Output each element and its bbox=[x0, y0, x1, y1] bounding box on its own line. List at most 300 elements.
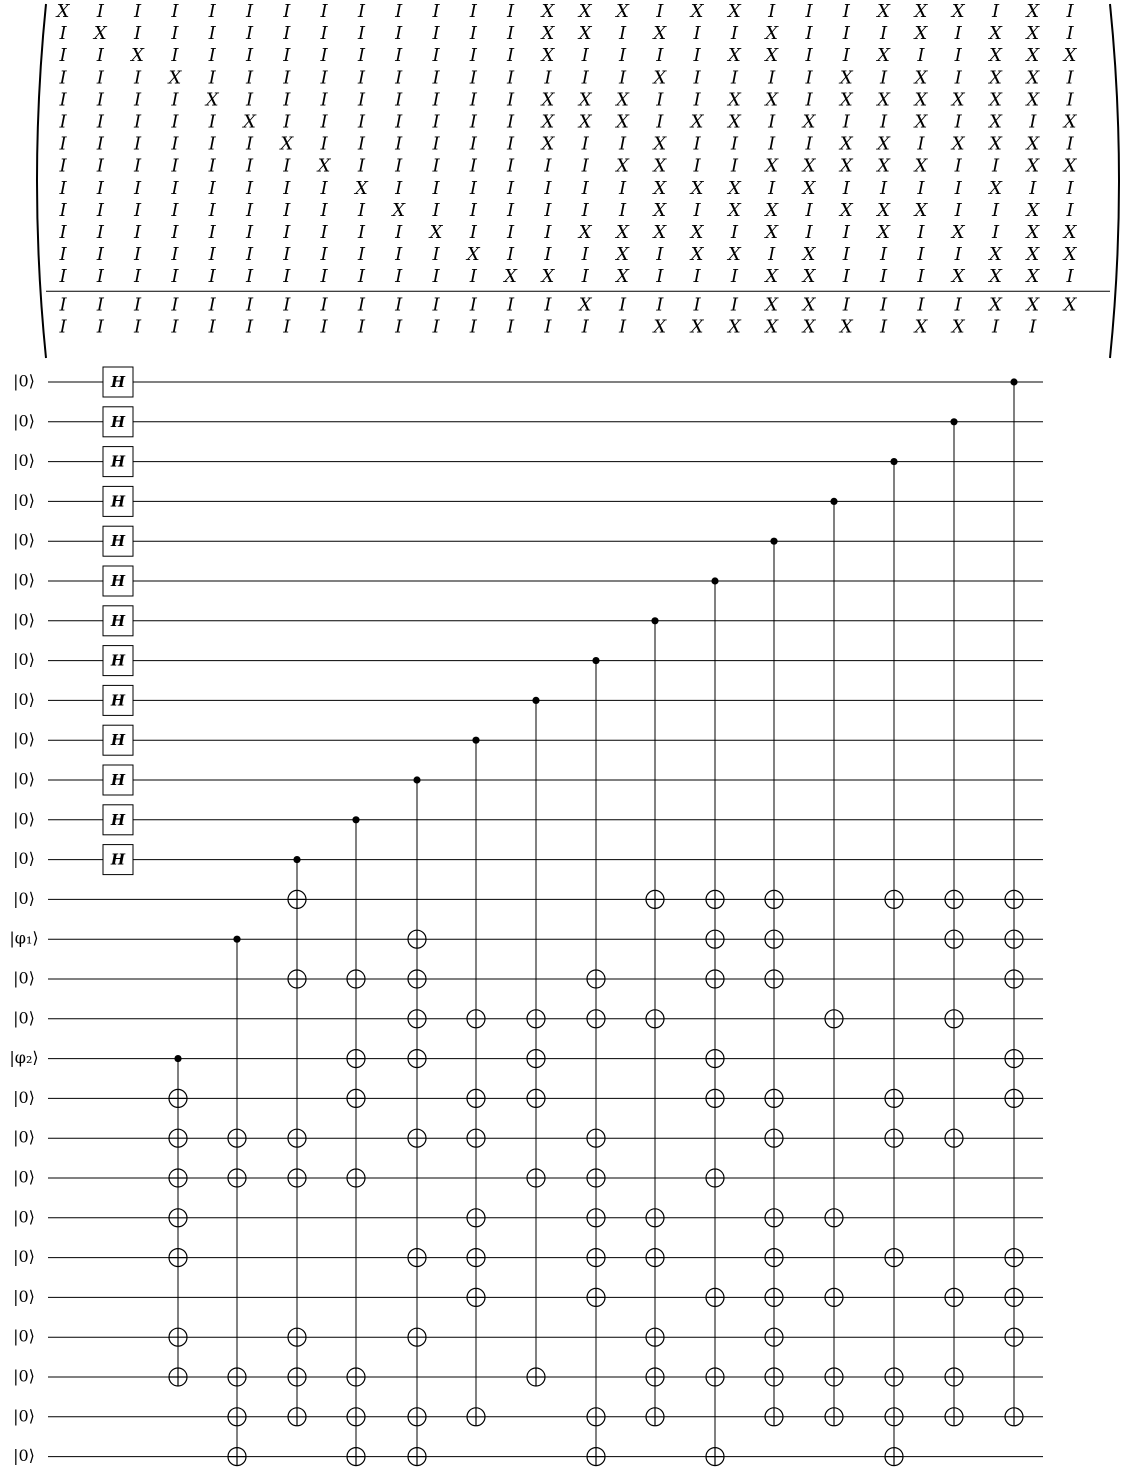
qubit-label: |0⟩ bbox=[13, 1127, 35, 1147]
matrix-entry: X bbox=[1026, 89, 1040, 111]
matrix-entry: I bbox=[768, 1, 776, 22]
matrix-entry: X bbox=[205, 89, 219, 111]
matrix-entry: I bbox=[134, 111, 142, 133]
matrix-entry: I bbox=[96, 155, 104, 177]
matrix-entry: X bbox=[765, 199, 779, 221]
matrix-entry: I bbox=[432, 23, 440, 45]
matrix-entry: X bbox=[1026, 1, 1040, 22]
stabilizer-row bbox=[58, 222, 1077, 243]
hadamard-label: H bbox=[110, 651, 126, 670]
matrix-entry: I bbox=[245, 67, 254, 89]
matrix-entry: I bbox=[134, 155, 142, 177]
target-oplus bbox=[288, 890, 306, 908]
matrix-entry: I bbox=[768, 67, 776, 89]
matrix-entry: X bbox=[951, 89, 965, 111]
matrix-entry: I bbox=[544, 316, 552, 338]
target-oplus bbox=[825, 1209, 843, 1227]
hadamard-gate bbox=[103, 725, 133, 755]
matrix-entry: I bbox=[805, 199, 813, 221]
matrix-entry: I bbox=[730, 67, 738, 89]
target-oplus bbox=[347, 1050, 365, 1068]
target-oplus bbox=[288, 1328, 306, 1346]
control-dot bbox=[592, 657, 599, 664]
matrix-entry: I bbox=[469, 67, 477, 89]
target-oplus bbox=[228, 1448, 246, 1466]
qubit-label: |0⟩ bbox=[13, 570, 35, 590]
matrix-entry: I bbox=[96, 266, 104, 288]
control-dot bbox=[770, 538, 777, 545]
matrix-entry: I bbox=[59, 45, 67, 67]
qubit-label: |0⟩ bbox=[13, 729, 35, 749]
hadamard-label: H bbox=[110, 373, 126, 391]
matrix-entry: X bbox=[914, 199, 928, 221]
hadamard-label: H bbox=[110, 611, 126, 630]
matrix-entry: I bbox=[432, 266, 440, 288]
matrix-entry: I bbox=[656, 111, 664, 133]
matrix-entry: I bbox=[320, 45, 328, 67]
target-oplus bbox=[347, 1169, 365, 1187]
matrix-entry: I bbox=[357, 294, 365, 316]
matrix-entry: I bbox=[507, 244, 515, 266]
qubit-label: |0⟩ bbox=[13, 530, 35, 550]
stabilizer-row bbox=[58, 67, 1074, 88]
target-oplus bbox=[765, 1129, 783, 1147]
matrix-entry: I bbox=[59, 316, 67, 338]
matrix-entry: I bbox=[432, 244, 440, 266]
matrix-entry: X bbox=[168, 67, 182, 89]
matrix-entry: I bbox=[208, 316, 216, 338]
target-oplus bbox=[408, 1408, 426, 1426]
target-oplus bbox=[467, 1129, 485, 1147]
matrix-entry: I bbox=[917, 266, 925, 288]
matrix-entry: I bbox=[134, 67, 142, 89]
target-oplus bbox=[347, 1408, 365, 1426]
target-oplus bbox=[825, 1408, 843, 1426]
matrix-entry: X bbox=[989, 45, 1002, 67]
matrix-entry: I bbox=[954, 177, 962, 199]
matrix-entry: X bbox=[951, 1, 965, 22]
logical-row bbox=[58, 316, 1037, 337]
matrix-entry: X bbox=[989, 67, 1002, 89]
matrix-entry: X bbox=[839, 199, 853, 221]
matrix-entry: X bbox=[578, 1, 592, 22]
matrix-entry: I bbox=[320, 133, 328, 155]
matrix-entry: I bbox=[283, 294, 291, 316]
matrix-entry: I bbox=[693, 23, 701, 45]
stabilizer-row bbox=[55, 1, 1075, 22]
matrix-entry: I bbox=[245, 222, 254, 243]
matrix-entry: X bbox=[578, 222, 592, 243]
matrix-entry: I bbox=[357, 89, 365, 111]
hadamard-label: H bbox=[110, 850, 126, 869]
target-oplus bbox=[885, 1129, 903, 1147]
matrix-entry: I bbox=[693, 45, 701, 67]
matrix-entry: I bbox=[171, 45, 179, 67]
hadamard-label: H bbox=[110, 452, 126, 471]
matrix-entry: X bbox=[690, 111, 704, 133]
matrix-entry: I bbox=[544, 294, 552, 316]
qubit-label: |φ₁⟩ bbox=[9, 928, 39, 948]
matrix-entry: I bbox=[59, 244, 67, 266]
qubit-label: |0⟩ bbox=[13, 490, 35, 510]
matrix-entry: I bbox=[432, 111, 440, 133]
matrix-entry: I bbox=[842, 45, 850, 67]
matrix-entry: X bbox=[392, 199, 406, 221]
matrix-entry: I bbox=[96, 67, 104, 89]
matrix-entry: I bbox=[693, 266, 701, 288]
target-oplus bbox=[1005, 1408, 1023, 1426]
qubit-label: |0⟩ bbox=[13, 849, 35, 869]
target-oplus bbox=[408, 970, 426, 988]
matrix-entry: I bbox=[469, 23, 477, 45]
matrix-entry: I bbox=[96, 316, 104, 338]
control-dot bbox=[711, 577, 718, 584]
target-oplus bbox=[1005, 1249, 1023, 1267]
control-dot bbox=[532, 697, 539, 704]
matrix-entry: I bbox=[208, 111, 216, 133]
matrix-entry: X bbox=[839, 155, 853, 177]
matrix-entry: I bbox=[768, 133, 776, 155]
matrix-entry: I bbox=[469, 266, 477, 288]
matrix-entry: I bbox=[208, 155, 216, 177]
matrix-entry: X bbox=[727, 244, 741, 266]
matrix-entry: X bbox=[93, 23, 107, 45]
target-oplus bbox=[825, 1288, 843, 1306]
matrix-entry: X bbox=[280, 133, 294, 155]
matrix-entry: X bbox=[989, 294, 1002, 316]
cnot-column bbox=[587, 657, 605, 1466]
matrix-entry: I bbox=[805, 45, 813, 67]
matrix-entry: I bbox=[432, 294, 440, 316]
matrix-entry: I bbox=[395, 155, 403, 177]
matrix-entry: I bbox=[842, 266, 850, 288]
matrix-entry: I bbox=[357, 155, 365, 177]
matrix-entry: I bbox=[469, 1, 477, 22]
matrix-entry: X bbox=[989, 133, 1002, 155]
target-oplus bbox=[765, 1328, 783, 1346]
qubit-label: |0⟩ bbox=[13, 769, 35, 789]
matrix-entry: I bbox=[842, 1, 850, 22]
matrix-entry: I bbox=[618, 45, 627, 67]
matrix-entry: X bbox=[727, 1, 741, 22]
matrix-entry: I bbox=[507, 177, 515, 199]
matrix-entry: X bbox=[616, 89, 629, 111]
hadamard-label: H bbox=[110, 572, 126, 590]
matrix-entry: I bbox=[842, 111, 850, 133]
target-oplus bbox=[706, 890, 724, 908]
matrix-entry: I bbox=[395, 266, 403, 288]
qubit-label: |0⟩ bbox=[13, 451, 35, 471]
matrix-entry: I bbox=[96, 1, 104, 22]
logical-row bbox=[58, 294, 1077, 315]
matrix-entry: I bbox=[283, 155, 291, 177]
matrix-entry: I bbox=[656, 45, 664, 67]
matrix-entry: X bbox=[802, 244, 816, 266]
matrix-entry: I bbox=[1029, 177, 1037, 199]
matrix-entry: I bbox=[469, 177, 477, 199]
matrix-entry: I bbox=[432, 67, 440, 89]
matrix-entry: X bbox=[765, 316, 779, 338]
matrix-entry: X bbox=[914, 155, 928, 177]
matrix-entry: I bbox=[283, 244, 291, 266]
hadamard-gate bbox=[103, 606, 133, 636]
target-oplus bbox=[587, 1448, 605, 1466]
target-oplus bbox=[885, 1368, 903, 1386]
target-oplus bbox=[885, 1448, 903, 1466]
target-oplus bbox=[885, 890, 903, 908]
matrix-entry: I bbox=[245, 294, 254, 316]
matrix-entry: I bbox=[656, 244, 664, 266]
matrix-entry: I bbox=[693, 155, 701, 177]
target-oplus bbox=[1005, 1050, 1023, 1068]
matrix-entry: I bbox=[1066, 133, 1074, 155]
matrix-entry: X bbox=[1026, 133, 1040, 155]
target-oplus bbox=[169, 1089, 187, 1107]
target-oplus bbox=[646, 1209, 664, 1227]
matrix-entry: I bbox=[469, 316, 477, 338]
matrix-entry: I bbox=[59, 294, 67, 316]
target-oplus bbox=[587, 1249, 605, 1267]
matrix-entry: I bbox=[469, 155, 477, 177]
matrix-entry: X bbox=[690, 316, 704, 338]
matrix-entry: I bbox=[507, 1, 515, 22]
cnot-column bbox=[765, 538, 783, 1426]
matrix-entry: I bbox=[618, 316, 627, 338]
matrix-entry: X bbox=[727, 111, 741, 133]
matrix-entry: I bbox=[171, 199, 179, 221]
matrix-entry: I bbox=[96, 45, 104, 67]
matrix-entry: I bbox=[730, 133, 738, 155]
matrix-entry: X bbox=[839, 67, 853, 89]
matrix-entry: X bbox=[616, 1, 629, 22]
cnot-column bbox=[467, 737, 485, 1426]
matrix-entry: X bbox=[765, 222, 779, 243]
matrix-entry: I bbox=[357, 1, 365, 22]
matrix-entry: I bbox=[395, 1, 403, 22]
matrix-entry: I bbox=[320, 111, 328, 133]
matrix-entry: I bbox=[171, 89, 179, 111]
cnot-column bbox=[527, 697, 545, 1386]
matrix-entry: X bbox=[877, 133, 891, 155]
hadamard-gate bbox=[103, 845, 133, 875]
matrix-entry: X bbox=[914, 316, 928, 338]
matrix-entry: X bbox=[1026, 222, 1040, 243]
left-parenthesis bbox=[37, 4, 46, 358]
matrix-entry: X bbox=[765, 294, 779, 316]
matrix-entry: I bbox=[507, 199, 515, 221]
target-oplus bbox=[1005, 890, 1023, 908]
qubit-label: |0⟩ bbox=[13, 968, 35, 988]
matrix-entry: I bbox=[656, 89, 664, 111]
cnot-column bbox=[825, 498, 843, 1426]
matrix-entry: X bbox=[541, 266, 555, 288]
target-oplus bbox=[408, 1249, 426, 1267]
cnot-column bbox=[945, 418, 963, 1426]
target-oplus bbox=[765, 930, 783, 948]
target-oplus bbox=[765, 890, 783, 908]
matrix-entry: I bbox=[59, 155, 67, 177]
matrix-entry: I bbox=[171, 244, 179, 266]
matrix-entry: X bbox=[243, 111, 256, 133]
matrix-entry: X bbox=[802, 294, 816, 316]
matrix-entry: I bbox=[395, 133, 403, 155]
matrix-entry: I bbox=[245, 89, 254, 111]
matrix-entry: X bbox=[839, 89, 853, 111]
matrix-entry: I bbox=[842, 222, 850, 243]
matrix-entry: X bbox=[989, 177, 1002, 199]
matrix-entry: I bbox=[917, 244, 925, 266]
matrix-entry: I bbox=[507, 133, 515, 155]
hadamard-label: H bbox=[110, 492, 126, 511]
cnot-column bbox=[885, 458, 903, 1466]
matrix-entry: I bbox=[320, 23, 328, 45]
target-oplus bbox=[646, 1328, 664, 1346]
matrix-entry: I bbox=[357, 316, 365, 338]
target-oplus bbox=[228, 1408, 246, 1426]
matrix-entry: I bbox=[357, 45, 365, 67]
matrix-entry: X bbox=[765, 155, 779, 177]
matrix-entry: I bbox=[96, 177, 104, 199]
matrix-entry: I bbox=[842, 177, 850, 199]
control-dot bbox=[413, 776, 420, 783]
matrix-entry: I bbox=[134, 1, 142, 22]
matrix-entry: I bbox=[618, 67, 627, 89]
stabilizer-row bbox=[58, 23, 1074, 44]
matrix-entry: I bbox=[693, 89, 701, 111]
matrix-entry: X bbox=[504, 266, 518, 288]
matrix-entry: I bbox=[768, 111, 776, 133]
matrix-entry: I bbox=[880, 67, 888, 89]
target-oplus bbox=[765, 970, 783, 988]
matrix-entry: I bbox=[544, 67, 552, 89]
matrix-entry: I bbox=[357, 67, 365, 89]
matrix-entry: I bbox=[544, 177, 552, 199]
matrix-entry: I bbox=[283, 23, 291, 45]
matrix-entry: I bbox=[805, 133, 813, 155]
matrix-entry: X bbox=[616, 155, 629, 177]
matrix-entry: I bbox=[1066, 89, 1074, 111]
matrix-entry: I bbox=[1066, 266, 1074, 288]
matrix-entry: I bbox=[805, 67, 813, 89]
matrix-entry: X bbox=[914, 89, 928, 111]
matrix-entry: I bbox=[208, 67, 216, 89]
matrix-entry: I bbox=[917, 294, 925, 316]
matrix-entry: I bbox=[208, 177, 216, 199]
hadamard-gate bbox=[103, 765, 133, 795]
target-oplus bbox=[945, 1010, 963, 1028]
hadamard-label: H bbox=[110, 412, 126, 431]
target-oplus bbox=[408, 1328, 426, 1346]
matrix-entry: X bbox=[951, 316, 965, 338]
matrix-entry: X bbox=[989, 89, 1002, 111]
matrix-entry: I bbox=[432, 316, 440, 338]
matrix-entry: X bbox=[877, 45, 891, 67]
target-oplus bbox=[288, 1129, 306, 1147]
matrix-entry: X bbox=[466, 244, 480, 266]
hadamard-gate bbox=[103, 805, 133, 835]
matrix-entry: I bbox=[134, 266, 142, 288]
matrix-entry: I bbox=[395, 89, 403, 111]
target-oplus bbox=[706, 1288, 724, 1306]
target-oplus bbox=[467, 1010, 485, 1028]
matrix-entry: X bbox=[989, 244, 1002, 266]
matrix-entry: X bbox=[616, 111, 629, 133]
hadamard-gates bbox=[103, 367, 133, 875]
matrix-entry: X bbox=[653, 67, 667, 89]
stabilizer-row bbox=[58, 200, 1074, 221]
matrix-entry: X bbox=[131, 45, 145, 67]
matrix-entry: I bbox=[96, 89, 104, 111]
control-dot bbox=[830, 498, 837, 505]
control-dot bbox=[651, 617, 658, 624]
target-oplus bbox=[945, 930, 963, 948]
matrix-entry: I bbox=[134, 199, 142, 221]
matrix-entry: I bbox=[320, 177, 328, 199]
hadamard-label: H bbox=[110, 691, 126, 710]
matrix-entry: I bbox=[618, 177, 627, 199]
matrix-entry: I bbox=[134, 294, 142, 316]
qubit-label: |0⟩ bbox=[13, 1446, 35, 1466]
matrix-entry: I bbox=[917, 45, 925, 67]
matrix-entry: I bbox=[730, 222, 738, 243]
target-oplus bbox=[945, 1368, 963, 1386]
matrix-entry: I bbox=[507, 294, 515, 316]
matrix-entry: X bbox=[616, 222, 629, 243]
qubit-label: |0⟩ bbox=[13, 1008, 35, 1028]
matrix-entry: X bbox=[1063, 111, 1077, 133]
matrix-entry: I bbox=[507, 222, 515, 243]
cnot-column bbox=[288, 856, 306, 1426]
matrix-entry: I bbox=[208, 199, 216, 221]
matrix-entry: I bbox=[544, 199, 552, 221]
target-oplus bbox=[408, 1050, 426, 1068]
matrix-entry: X bbox=[541, 133, 555, 155]
target-oplus bbox=[825, 1010, 843, 1028]
matrix-entry: X bbox=[541, 23, 555, 45]
matrix-entry: I bbox=[357, 199, 365, 221]
matrix-entry: I bbox=[395, 294, 403, 316]
matrix-entry: I bbox=[954, 294, 962, 316]
target-oplus bbox=[945, 1129, 963, 1147]
target-oplus bbox=[1005, 930, 1023, 948]
matrix-entry: I bbox=[245, 266, 254, 288]
matrix-entry: I bbox=[544, 155, 552, 177]
qubit-label: |0⟩ bbox=[13, 610, 35, 630]
hadamard-gate bbox=[103, 526, 133, 556]
matrix-entry: X bbox=[914, 111, 928, 133]
target-oplus bbox=[646, 1010, 664, 1028]
qubit-label: |0⟩ bbox=[13, 650, 35, 670]
matrix-entry: X bbox=[727, 177, 741, 199]
matrix-entry: I bbox=[245, 23, 254, 45]
matrix-entry: I bbox=[656, 294, 664, 316]
matrix-entry: X bbox=[914, 67, 928, 89]
matrix-entry: X bbox=[1026, 155, 1040, 177]
matrix-entry: I bbox=[96, 111, 104, 133]
target-oplus bbox=[706, 1169, 724, 1187]
matrix-entry: X bbox=[951, 133, 965, 155]
matrix-entry: X bbox=[653, 316, 667, 338]
matrix-entry: I bbox=[320, 294, 328, 316]
target-oplus bbox=[347, 970, 365, 988]
target-oplus bbox=[527, 1010, 545, 1028]
matrix-entry: I bbox=[59, 23, 67, 45]
matrix-entry: I bbox=[917, 222, 925, 243]
matrix-entry: X bbox=[1026, 294, 1040, 316]
matrix-entry: X bbox=[56, 1, 70, 22]
matrix-entry: I bbox=[805, 89, 813, 111]
matrix-entry: X bbox=[354, 177, 368, 199]
